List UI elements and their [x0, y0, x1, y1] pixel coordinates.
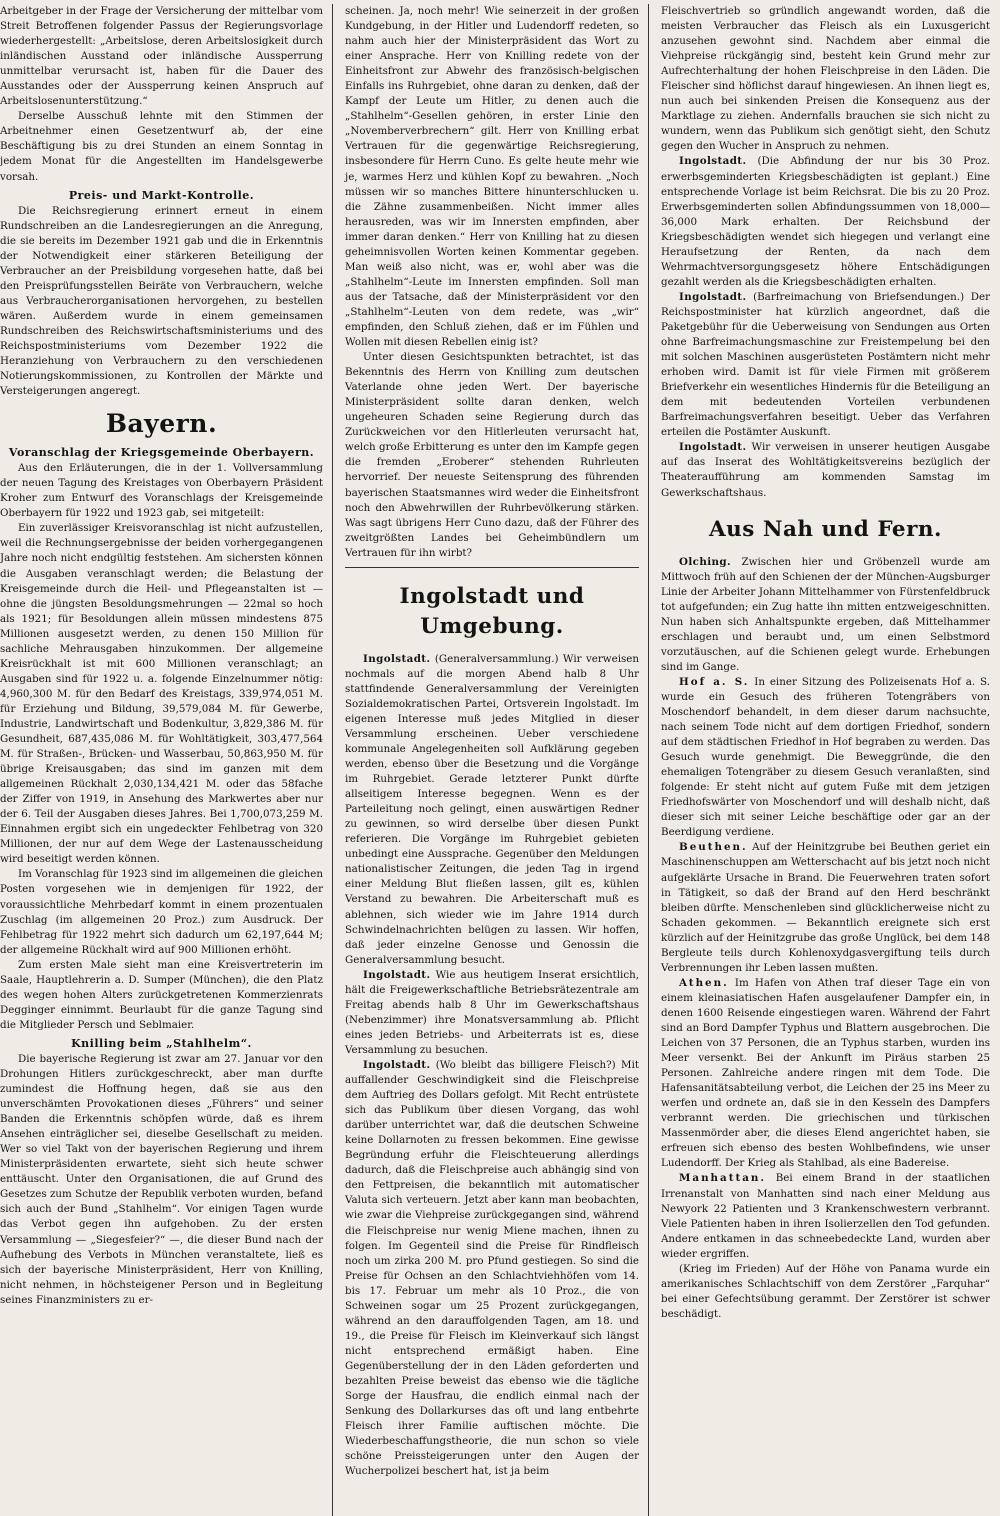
section-title-bayern: Bayern. — [105, 409, 218, 439]
news-item-text: (Die Abfindung der nur bis 30 Proz. erwerbsgeminderten Kriegsbeschädigten ist geplant.) Eine entsprechende Vorlage ist beim Reichsrat. Die bis zu 20 Proz. Erwerbsgeminderten sollen Abfindungssummen von 18,000—36,000 Mark erhalten. Der Reichsbund der Kriegsbeschädigten wendet sich hiegegen und verlangt eine Heraufsetzung der Renten, da nach dem Wehrmachtversorgungsgesetz höhere Entschädigungen gezahlt werden als die Kriegsbeschädigten erhalten. — [661, 155, 990, 288]
article-paragraph: Ein zuverlässiger Kreisvoranschlag ist nicht aufzustellen, weil die Rechnungsergebnisse der beiden vorhergegangenen Jahre noch nicht endgültig feststehen. Am sichersten können die Ausgaben veranschlagt werden; die Belastung der Kreisgemeinde durch die Heil- und Pflegeanstalten ist — ohne die jüngsten Besoldungsmehrungen — 22mal so hoch als 1921; für Besoldungen allein müssen mindestens 875 Millionen ausgesetzt werden, zu denen 150 Million für sachliche Mehrausgaben hinzukommen. Der allgemeine Kreisrückhalt ist mit 600 Millionen veranschlagt; an Ausgaben sind für 1922 u. a. folgende Einzelnummer nötig: 4,960,300 M. für den Bedarf des Kreistags, 339,974,051 M. für Erziehung und Bildung, 39,579,084 M. für Gewerbe, Industrie, Landwirtschaft und Bodenkultur, 3,829,386 M. für Gesundheit, 687,435,086 M. für Wohltätigkeit, 303,477,564 M. für Straßen-, Brücken- und Wasserbau, 50,863,950 M. für übrige Kreisausgaben; das sind im ganzen mit dem allgemeinen Rückhalt 2,030,134,421 M. oder das 58fache der Ziffer von 1919, in Ansehung des Markwertes aber nur der 6. Teil der Ausgaben dieses Jahres. Bei 1,700,073,259 M. Einnahmen ergibt sich ein ungedeckter Fehlbetrag von 320 Millionen, der nur auf dem Wege der Lastenausscheidung wird beseitigt werden können. — [0, 522, 323, 866]
section-heading-preis-kontrolle: Preis- und Markt-Kontrolle. — [68, 188, 255, 202]
news-item — [345, 1058, 639, 1479]
news-item — [345, 652, 639, 968]
news-item-text: In einer Sitzung des Polizeisenats Hof a. S. wurde ein Gesuch des früheren Totengräbers von Moschendorf behandelt, in dem dieser darum nachsuchte, nach seinem Tode nicht auf dem dortigen Friedhof, sondern auf dem städtischen Friedhof in Hof begraben zu werden. Das Gesuch wurde genehmigt. Die Beweggründe, die den ehemaligen Totengräber zu diesem Gesuch veranlaßten, sind folgende: Er steht nicht auf gutem Fuße mit dem jetzigen Friedhofswärter von Moschendorf und will deshalb nicht, daß dieser sich mit seiner Leiche beschäftige oder gar an der Beerdigung verdiene. — [661, 675, 991, 839]
news-item — [661, 555, 990, 675]
news-item-lead: Ingolstadt. — [679, 290, 747, 303]
news-item — [345, 968, 639, 1058]
section-divider — [345, 567, 639, 568]
news-item-text: (Generalversammlung.) Wir verweisen nochmals auf die morgen Abend halb 8 Uhr stattfindende Generalversammlung der Vereinigten Sozialdemokratischen Partei, Ortsverein Ingolstadt. Im eigenen Interesse muß jedes Mitglied in dieser Versammlung erscheinen. Ueber verschiedene kommunale Angelegenheiten soll Aufklärung gegeben werden, ebenso über die Besetzung und die Vorgänge im Ruhrgebiet. Gerade letzterer Punkt dürfte allseitigem Interesse begegnen. Wenn es der Parteileitung noch gelingt, einen auswärtigen Redner zu gewinnen, so wird derselbe über diesen Punkt referieren. Die Vorgänge im Ruhrgebiet gebieten unbedingt eine Aussprache. Gegenüber den Meldungen nationalistischer Zeitungen, die jeden Tag in irgend einer Meldung Blut fließen lassen, gilt es, kühlen Verstand zu bewahren. Die Arbeiterschaft muß es ablehnen, sich wieder wie im Jahre 1914 durch Schwindelnachrichten belügen zu lassen. Wir hoffen, daß jeder einzelne Genosse und Genossin die Generalversammlung besucht. — [345, 652, 639, 966]
news-item-lead: Beuthen. — [679, 841, 748, 854]
news-item-text: Auf der Heinitzgrube bei Beuthen geriet ein Maschinenschuppen am Wetterschacht auf bis jetzt noch nicht aufgeklärte Ursache in Brand. Die Feuerwehren traten sofort in Tätigkeit, so daß der Brand auf den Herd beschränkt bleiben dürfte. Menschenleben sind glücklicherweise nicht zu Schaden gekommen. — Bekanntlich ereignete sich erst kürzlich auf der Heinitzgrube das große Unglück, bei dem 148 Bergleute teils durch Kohlenoxydgasvergiftung teils durch Verbrennungen ihr Leben lassen mußten. — [661, 841, 990, 974]
news-item — [661, 976, 990, 1172]
section-title-aus-nah-und-fern: Aus Nah und Fern. — [708, 516, 943, 542]
section-heading-knilling: Knilling beim „Stahlhelm“. — [71, 1036, 252, 1050]
news-item — [661, 154, 990, 289]
article-paragraph: scheinen. Ja, noch mehr! Wie seinerzeit in der großen Kundgebung, in der Hitler und Ludendorff redeten, so nahm auch hier der Ministerpräsident das Wort zu einer Ansprache. Herr von Knilling redete von der Einheitsfront zur Abwehr des französisch-belgischen Einfalls ins Ruhrgebiet, ohne daran zu denken, daß der Kampf der Leute um Hitler, zu denen auch die „Stahlhelm“-Gesellen gehören, in erster Linie den „Novemberverbrechern“ gilt. Herr von Knilling erbat Vertrauen für die gegenwärtige Reichsregierung, insbesondere für Herrn Cuno. Es gelte heute mehr wie je, warmes Herz und kühlen Kopf zu bewahren. „Noch müssen wir so manches Bittere hinunterschlucken u. die Zähne zusammenbeißen. Nicht immer alles herausreden, was wir im Innersten empfinden, aber immer daran denken.“ Herr von Knilling hat zu diesen geheimnisvollen Worten keinen Kommentar gegeben. Man weiß also nicht, was er, wohl aber was die „Stahlhelm“-Leute im Innersten empfinden. Soll man aus der Tatsache, daß der Ministerpräsident vor den „Stahlhelm“-Leuten von dem redete, was „wir“ empfinden, den Schluß ziehen, daß er im Fühlen und Wollen mit diesen Rebellen einig ist? — [345, 5, 639, 349]
article-paragraph: Arbeitgeber in der Frage der Versicherung der mittelbar vom Streit Betroffenen folgender Passus der Regierungsvorlage wiederhergestellt: „Arbeitslose, deren Arbeitslosigkeit durch inländischen Ausstand oder inländische Aussperrung unmittelbar verursacht ist, haben für die Dauer des Ausstandes oder der Aussperrung keinen Anspruch auf Arbeitslosenunterstützung.“ — [0, 5, 323, 108]
news-item-text: (Wo bleibt das billigere Fleisch?) Mit auffallender Geschwindigkeit sind die Fleischpreise dem Auftrieg des Dollars gefolgt. Mit Recht entrüstete sich das Publikum über diesen Vorgang, das wohl darüber unterrichtet war, daß die deutschen Schweine keine Dollarnoten zu fressen bekommen. Eine gewisse Begründung erfuhr die Fleischteuerung allerdings dadurch, daß die Fleischpreise auch abhängig sind von den Fettpreisen, die bekanntlich mit automatischer Valuta sich verteuern. Jetzt aber kann man beobachten, wie zwar die Viehpreise zurückgegangen sind, während die Fleischpreise nur wenig Miene machen, ihnen zu folgen. Im Gegenteil sind die Preise für Rindfleisch noch um zirka 200 M. pro Pfund gestiegen. So sind die Preise für Ochsen an den Schlachtviehhöfen vom 14. bis 17. Februar um mehr als 10 Proz., die von Schweinen sogar um 25 Prozent zurückgegangen, während an den darauffolgenden Tagen, am 18. und 19., die Preise für Fleisch im Kleinverkauf sich längst nicht entsprechend ermäßigt haben. Eine Gegenüberstellung der in den Läden geforderten und bezahlten Preise beweist das ebenso wie die tägliche Sorge der Hausfrau, die endlich einmal nach der Senkung des Dollarkurses das oft und lang entbehrte Fleisch ihrer Familie auftischen möchte. Die Wiederbeschaffungstheorie, die nun schon so viele schöne Preissteigerungen unter den Augen der Wucherpolizei beschert hat, ist ja beim — [345, 1059, 639, 1478]
news-item — [661, 1262, 990, 1322]
article-paragraph: Die Reichsregierung erinnert erneut in einem Rundschreiben an die Landesregierungen an die Anregung, die sie bereits im Dezember 1921 gab und die in Erkenntnis der Notwendigkeit einer stärkeren Beteiligung der Verbraucher an der Preisbildung vorgesehen hatte, daß bei den Preisprüfungsstellen Beiräte von Verbrauchern, welche aus Verbraucherorganisationen hervorgehen, zu bestellen wären. Außerdem wurde in einem gemeinsamen Rundschreiben des Reichswirtschaftsministeriums und des Reichspostministeriums vom Dezember 1922 die Heranziehung von Verbrauchern zu den verschiedenen Notierungskommissionen, zu Kontrollen der Märkte und Versteigerungen angeregt. — [0, 204, 323, 398]
news-item-lead: Hof a. S. — [679, 675, 750, 688]
news-item-lead: Ingolstadt. — [363, 652, 431, 665]
news-item-text: Bei einem Brand in der staatlichen Irrenanstalt von Manhatten sind nach einer Meldung aus Newyork 22 Patienten und 3 Krankenschwestern verbrannt. Viele Patienten haben in ihren Isolierzellen den Tod gefunden. Andere entkamen in das schneebedeckte Land, wurden aber wieder ergriffen. — [661, 1172, 990, 1260]
column-1 — [0, 4, 333, 1516]
article-paragraph: Fleischvertrieb so gründlich angewandt worden, daß die meisten Verbraucher das Fleisch als ein Luxusgericht anzusehen gewohnt sind. Nachdem aber einmal die Viehpreise rückgängig sind, besteht kein Grund mehr zur Aufrechterhaltung der hohen Fleischpreise in den Läden. Die Fleischer sind höflichst darauf hingewiesen. An ihnen liegt es, nun auch bei sinkenden Preisen die Konsequenz aus der Marktlage zu ziehen. Andernfalls brauchen sie sich nicht zu wundern, wenn das Publikum sich genötigt sieht, den Schutz gegen den Wucher in Anspruch zu nehmen. — [661, 5, 990, 153]
news-item-lead: Ingolstadt. — [679, 441, 747, 454]
news-item-text: Im Hafen von Athen traf dieser Tage ein von einem kleinasiatischen Hafen ausgelaufener Dampfer ein, in denen 1600 Reisende eingestiegen waren. Während der Fahrt sind an Bord Dampfer Typhus und Blattern ausgebrochen. Die Leichen von 37 Personen, die an Typhus starben, wurden ins Meer versenkt. Bei der Ankunft im Piräus starben 25 Personen. Zahlreiche andere ringen mit dem Tode. Die Hafensanitätsabteilung verbot, die Leichen der 25 ins Meer zu werfen und ordnete an, daß sie in den Kesseln des Dampfers verbrannt werden. Die griechischen und türkischen Massenmörder aber, die dieses Elend angerichtet haben, sie erfreuen sich ebenso des besten Wohlbefindens, wie unser Ludendorff. Der Krieg als Stahlbad, als eine Badereise. — [661, 976, 990, 1170]
article-paragraph: Unter diesen Gesichtspunkten betrachtet, ist das Bekenntnis des Herrn von Knilling zum deutschen Vaterlande ohne jeden Wert. Der bayerische Ministerpräsident sollte daran denken, welch ungeheuren Schaden seine Regierung durch das Zurückweichen vor den Hitlerleuten verursacht hat, welch große Erbitterung es unter den im Kampfe gegen die fremden „Eroberer“ stehenden Ruhrleuten hervorrief. Der neueste Seitensprung des führenden bayerischen Staatsmannes wird weder die Einheitsfront noch den Abwehrwillen der Ruhrbevölkerung stärken. Was sagt übrigens Herr Cuno dazu, daß der Führer des zweitgrößten Landes bei Geheimbündlern um Vertrauen für ihn wirbt? — [345, 351, 639, 559]
article-paragraph: Derselbe Ausschuß lehnte mit den Stimmen der Arbeitnehmer einen Gesetzentwurf ab, der eine Beschäftigung bis zu drei Stunden an einem Sonntag in jedem Monat für die Angestellten im Handelsgewerbe vorsah. — [0, 110, 323, 183]
news-item-lead: (Krieg im Frieden) — [679, 1262, 781, 1275]
news-item-lead: Ingolstadt. — [679, 155, 747, 168]
section-title-ingolstadt: Ingolstadt und Umgebung. — [399, 583, 585, 639]
article-paragraph: Die bayerische Regierung ist zwar am 27. Januar vor den Drohungen Hitlers zurückgeschreckt, aber man durfte zumindest die Hoffnung hegen, daß sie aus den unverschämten Provokationen dieses „Führers“ und seiner Banden die Erkenntnis schöpfen würde, daß es ihrem Ansehen einträglicher sei, dieselbe Gesellschaft zu meiden. Wer so viel Takt von der bayerischen Regierung und ihrem Ministerpräsidenten erwartete, sieht sich heute schwer enttäuscht. Unter den Organisationen, die auf Grund des Gesetzes zum Schutze der Republik verboten wurden, befand sich auch der Bund „Stahlhelm“. Vor einigen Tagen wurde das Verbot gegen ihn aufgehoben. Zu der ersten Versammlung — „Siegesfeier?“ —, die dieser Bund nach der Aufhebung des Verbots in München veranstaltete, ließ es sich der bayerische Ministerpräsident, Herr von Knilling, nicht nehmen, in höchsteigener Person und in Begleitung seines Finanzministers zu er- — [0, 1052, 323, 1306]
news-item-lead: Athen. — [679, 976, 729, 989]
news-item-text: Auf der Höhe von Panama wurde ein amerikanisches Schlachtschiff von dem Zerstörer „Farquhar“ bei einer Gefechtsübung gerammt. Der Zerstörer ist schwer beschädigt. — [661, 1262, 990, 1320]
news-item-text: Wir verweisen in unserer heutigen Ausgabe auf das Inserat des Wohltätigkeitsvereins bezüglich der Theateraufführung am kommenden Samstag im Gewerkschaftshaus. — [661, 441, 990, 499]
news-item-lead: Manhattan. — [679, 1172, 766, 1185]
column-3 — [649, 4, 994, 1516]
news-item-text: Zwischen hier und Gröbenzell wurde am Mittwoch früh auf den Schienen der der München-Augsburger Linie der Arbeiter Johann Mittelhammer von Fürstenfeldbruck tot aufgefunden; ein Zug hatte ihn mitten entzweigeschnitten. Nun haben sich Anhaltspunkte ergeben, daß Mittelhammer erschlagen und beraubt und, um einen Selbstmord vorzutäuschen, auf die Schienen gelegt wurde. Erhebungen sind im Gange. — [661, 555, 990, 673]
news-item — [661, 675, 990, 841]
news-item-text: (Barfreimachung von Briefsendungen.) Der Reichspostminister hat kürzlich angeordnet, daß die Paketgebühr für die Ueberweisung von Sendungen aus Orten ohne Barfreimachungsmaschine zur Freistempelung bei den mit solchen Maschinen ausgerüsteten Postämtern nicht mehr erhoben wird. Damit ist für viele Firmen mit größerem Briefverkehr ein wesentliches Hindernis für die Beteiligung an dem mit bedeutenden Vorteilen verbundenen Barfreimachungsverfahren beseitigt. Ueber das Verfahren erteilen die Postämter Auskunft. — [661, 290, 990, 439]
column-2 — [333, 4, 649, 1516]
article-paragraph: Im Voranschlag für 1923 sind im allgemeinen die gleichen Posten vorgesehen wie in demjenigen für 1922, der voraussichtliche Mehrbedarf kommt in einem prozentualen Zuschlag (im allgemeinen 20 Proz.) zum Ausdruck. Der Fehlbetrag für 1922 mehrt sich dadurch um 62,197,644 M; der allgemeine Rückhalt wird auf 900 Millionen erhöht. — [0, 868, 323, 956]
news-item — [661, 1171, 990, 1261]
article-paragraph: Zum ersten Male sieht man eine Kreisvertreterin im Saale, Hauptlehrerin a. D. Sumper (München), die den Platz des wegen hohen Alters zurückgetretenen Kommerzienrats Degginger einnimmt. Beurlaubt für die ganze Tagung sind die Mitglieder Persch und Seblmaier. — [0, 958, 323, 1031]
section-heading-voranschlag: Voranschlag der Kriegsgemeinde Oberbayern. — [8, 446, 315, 460]
news-item — [661, 840, 990, 975]
article-paragraph: Aus den Erläuterungen, die in der 1. Vollversammlung der neuen Tagung des Kreistages von Oberbayern Präsident Kroher zum Entwurf des Voranschlags der Kreisgemeinde Oberbayern für 1922 und 1923 gab, sei mitgeteilt: — [0, 462, 323, 520]
news-item — [661, 290, 990, 440]
news-item-text: Wie aus heutigem Inserat ersichtlich, hält die Freigewerkschaftliche Betriebsrätezentrale am Freitag abends halb 8 Uhr im Gewerkschaftshaus (Nebenzimmer) ihre Monatsversammlung ab. Pflicht eines jeden Betriebs- und Arbeiterrats ist es, diese Versammlung zu besuchen. — [345, 968, 639, 1056]
news-item — [661, 440, 990, 500]
news-item-lead: Ingolstadt. — [363, 968, 431, 981]
news-item-lead: Ingolstadt. — [363, 1059, 431, 1071]
news-item-lead: Olching. — [679, 555, 732, 568]
